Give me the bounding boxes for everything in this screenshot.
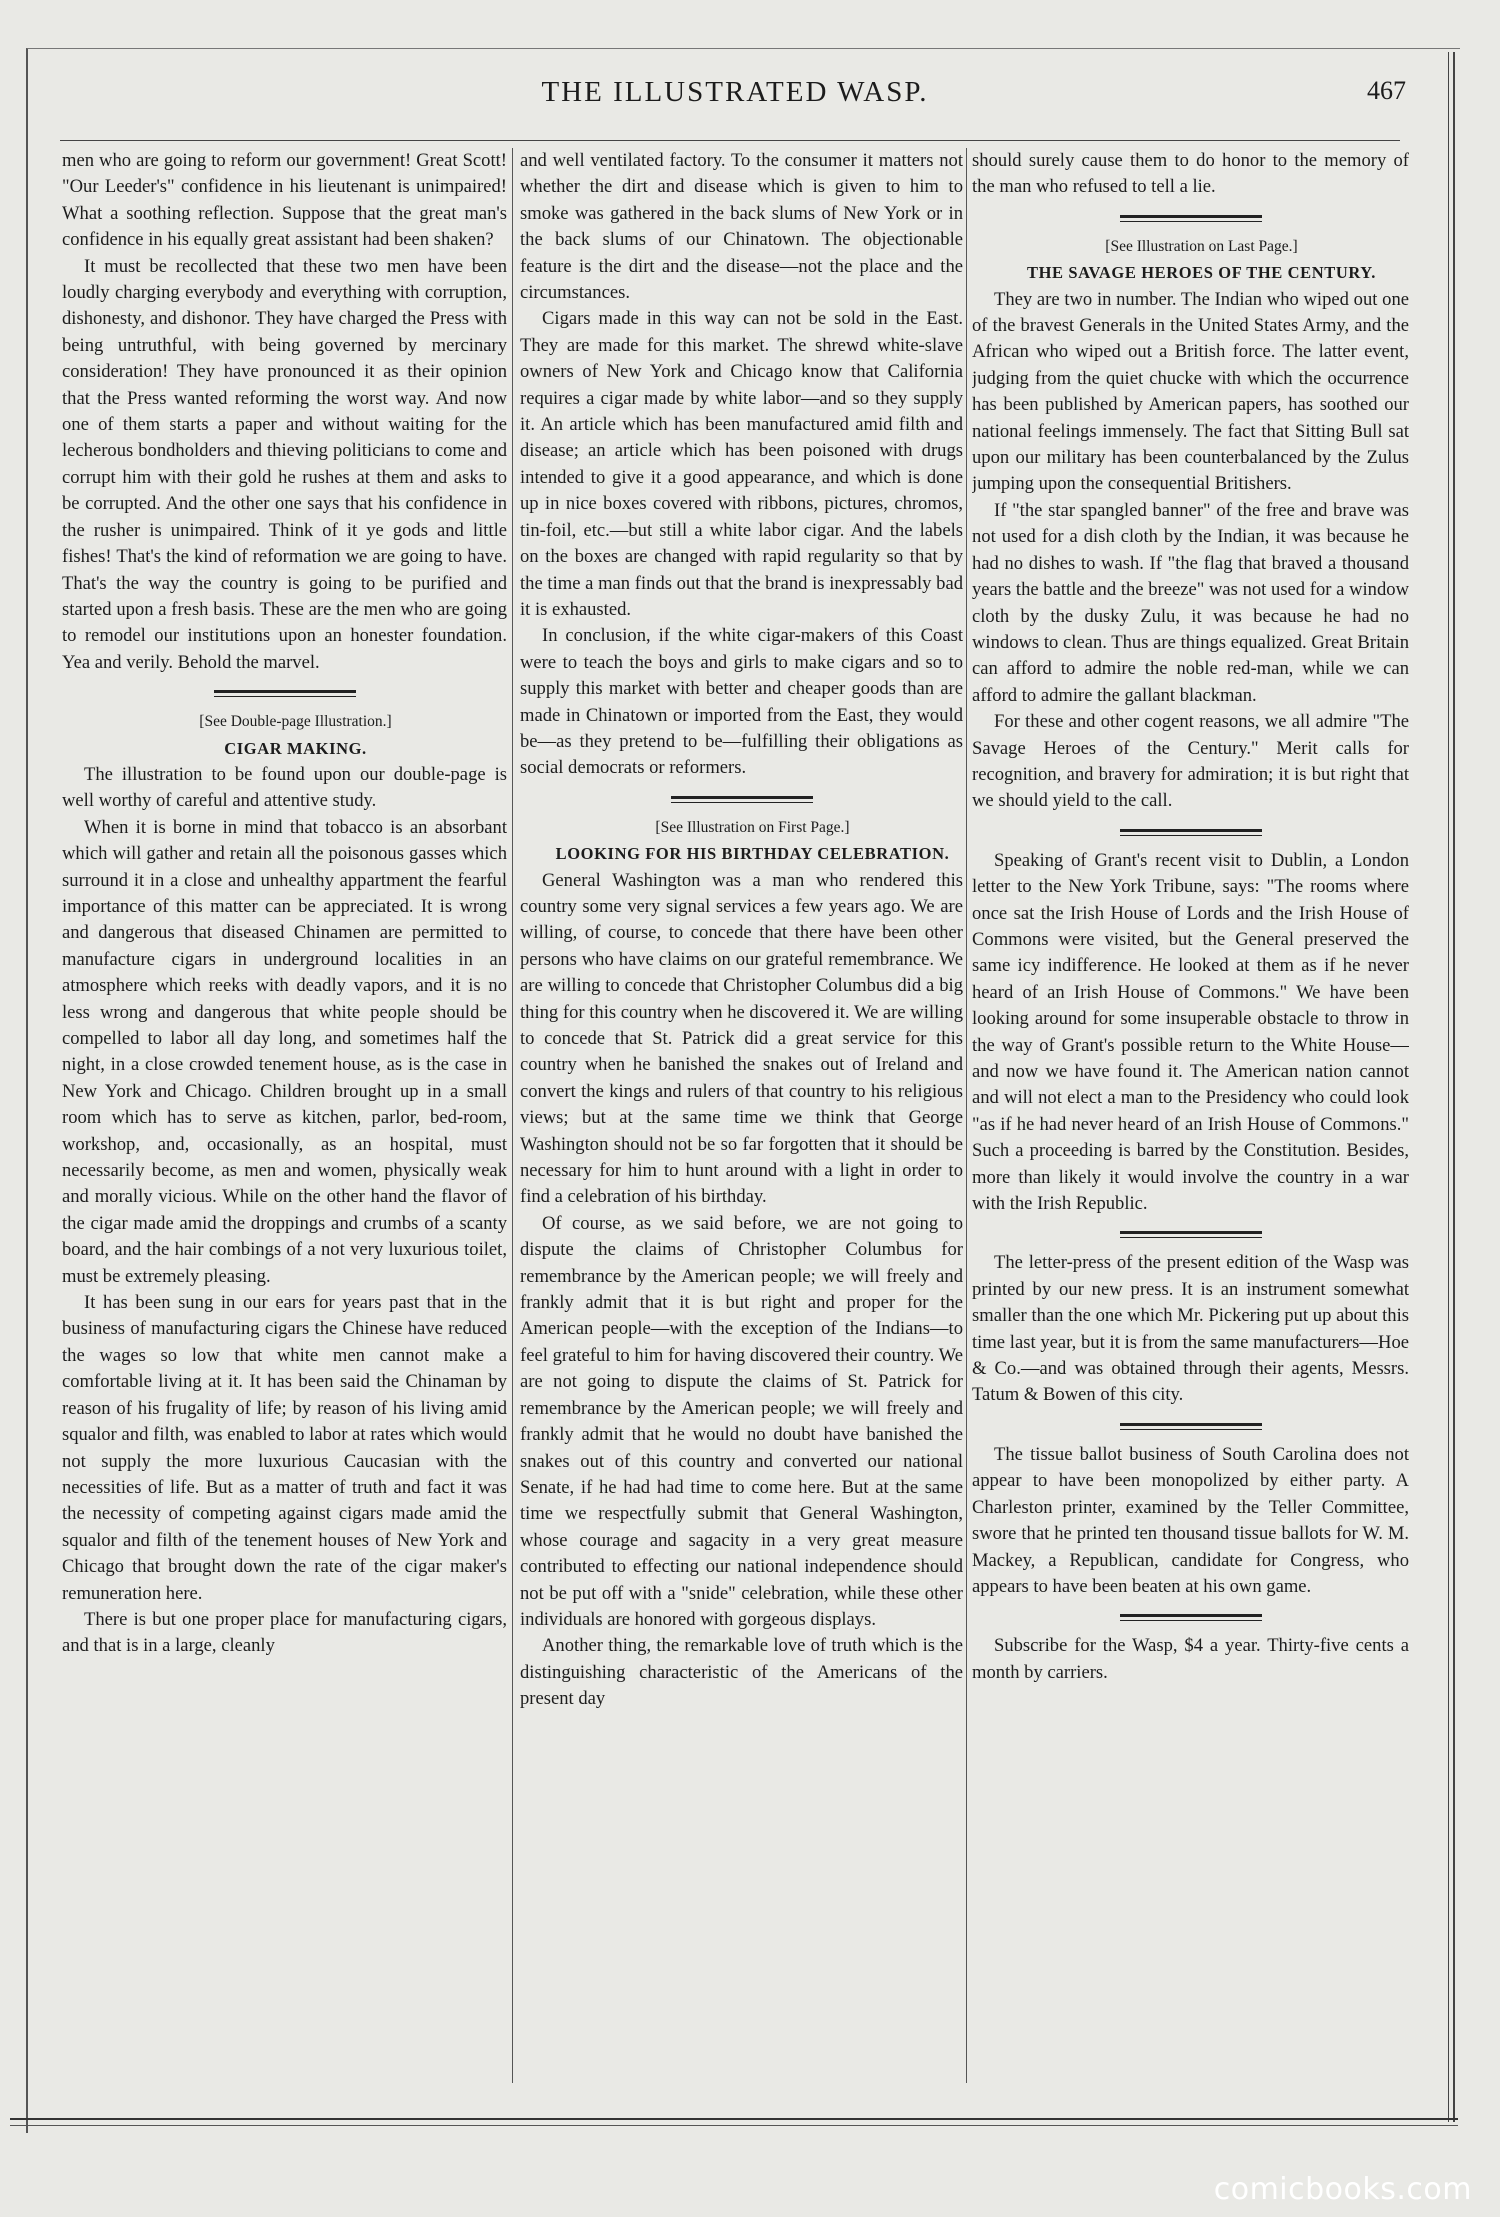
page-number: 467 [1367,76,1406,105]
article-headline: THE SAVAGE HEROES OF THE CENTURY. [1026,263,1377,283]
paragraph: should surely cause them to do honor to the memory of the man who refused to tell a lie. [972,150,1409,198]
column-divider [512,148,513,2083]
section-separator [1120,215,1262,222]
paragraph: men who are going to reform our government! Great Scott! "Our Leeder's" confidence in his lieutenant is unimpaired! What a soothing reflection. Suppose that the great man's confidence in his equally great assistant had been shaken? [62,150,507,251]
column-1 [62,148,507,2083]
illustration-note: [See Double-page Illustration.] [199,713,392,731]
paragraph: It has been sung in our ears for years past that in the business of manufacturing cigars the Chinese have reduced the wages so low that white men cannot make a comfortable living at it. It has been said the Chinaman by reason of his frugality of life; by reason of his living amid squalor and filth, was enabled to labor at rates which would not supply the more luxurious Caucasian with the necessities of life. But as a matter of truth and fact it was the necessity of competing against cigars made amid the squalor and filth of the tenement houses of New York and Chicago that brought down the rate of the cigar maker's remuneration here. [62,1292,507,1604]
paragraph: Another thing, the remarkable love of truth which is the distinguishing characteristic of the Americans of the present day [520,1635,963,1710]
paragraph: The tissue ballot business of South Carolina does not appear to have been monopolized by either party. A Charleston printer, examined by the Teller Committee, swore that he printed ten thousand tissue ballots for W. M. Mackey, a Republican, candidate for Congress, who appears to have been beaten at his own game. [972,1443,1409,1597]
paragraph: Subscribe for the Wasp, $4 a year. Thirty-five cents a month by carriers. [972,1635,1409,1683]
masthead [40,76,1430,120]
column-divider [966,148,967,2083]
illustration-note: [See Illustration on Last Page.] [1105,237,1298,255]
paragraph: It must be recollected that these two men have been loudly charging everybody and everything with corruption, dishonesty, and dishonor. They have charged the Press with being untruthful, with being governed by mercinary consideration! They have pronounced it as their opinion that the Press wanted reforming the worst way. And now one of them starts a paper and without waiting for the lecherous bondholders and thieving politicians to come and corrupt him with their gold he rushes at them and asks to be corrupted. And the other one says that his confidence in the rusher is unimpaired. Think of it ye gods and little fishes! That's the kind of reformation we are going to have. That's the way the country is going to be purified and started upon a fresh basis. These are the men who are going to remodel our institutions upon an honester foundation. Yea and verily. Behold the marvel. [62,255,507,673]
watermark: comicbooks.com [1213,2172,1472,2207]
paragraph: Speaking of Grant's recent visit to Dublin, a London letter to the New York Tribune, says: "The rooms where once sat the Irish House of Lords and the Irish House of Commons were visited, but the General preserved the same icy indifference. He looked at them as if he never heard of an Irish House of Commons." We have been looking around for some insuperable obstacle to throw in the way of Grant's possible return to the White House—and now we have found it. The American nation cannot and will not elect a man to the Presidency who could look "as if he had never heard of an Irish House of Commons." Such a proceeding is barred by the Constitution. Besides, more than likely it would involve the country in a war with the Irish Republic. [972,849,1409,1215]
article-headline: CIGAR MAKING. [224,738,367,758]
paragraph: They are two in number. The Indian who wiped out one of the bravest Generals in the United States Army, and the African who wiped out a British force. The latter event, judging from the quiet chucke with which the occurrence has been published by American papers, has soothed our national feelings immensely. The fact that Sitting Bull sat upon our military has been counterbalanced by the Zulus jumping upon the consequential Britishers. [972,288,1409,495]
paragraph: and well ventilated factory. To the consumer it matters not whether the dirt and disease which is given to him to smoke was gathered in the back slums of New York or in the back slums of our Chinatown. The objectionable feature is the dirt and the disease—not the place and the circumstances. [520,150,963,304]
article-headline: LOOKING FOR HIS BIRTHDAY CELEBRATION. [555,844,950,864]
page-border-right [1448,52,1455,2122]
masthead-title: THE ILLUSTRATED WASP. [541,76,929,108]
paragraph: The letter-press of the present edition of the Wasp was printed by our new press. It is an instrument somewhat smaller than the one which Mr. Pickering put up about this time last year, but it is from the same manufacturers—Hoe & Co.—and was obtained through their agents, Messrs. Tatum & Bowen of this city. [972,1252,1409,1406]
section-separator [214,690,356,697]
illustration-note: [See Illustration on First Page.] [655,818,850,836]
section-separator [1120,1423,1262,1430]
section-separator [1120,1614,1262,1621]
paragraph: The illustration to be found upon our double-page is well worthy of careful and attentive study. [62,763,507,812]
column-3 [972,148,1409,2083]
paragraph: There is but one proper place for manufacturing cigars, and that is in a large, cleanly [62,1608,507,1657]
page-border-bottom [10,2118,1458,2126]
section-separator [671,796,813,803]
paragraph: In conclusion, if the white cigar-makers of this Coast were to teach the boys and girls to make cigars and so to supply this market with better and cheaper goods than are made in Chinatown or imported from the East, they would be—as they pretend to be—fulfilling their obligations as social democrats or reformers. [520,625,963,779]
section-separator [1120,1231,1262,1238]
column-2 [520,148,963,2083]
paragraph: When it is borne in mind that tobacco is an absorbant which will gather and retain all the poisonous gasses which surround it in a close and unhealthy appartment the fearful importance of this matter can be appreciated. It is wrong and dangerous that diseased Chinamen are permitted to manufacture cigars in underground localities in an atmosphere which reeks with deadly vapors, and it is no less wrong and dangerous that white people should be compelled to labor all day long, and sometimes half the night, in a close crowded tenement house, as is the case in New York and Chicago. Children brought up in a small room which has to serve as kitchen, parlor, bed-room, workshop, and, occasionally, as an hospital, must necessarily become, as men and women, physically weak and morally vicious. While on the other hand the flavor of the cigar made amid the droppings and crumbs of a scanty board, and the hair combings of a not very luxurious toilet, must be extremely pleasing. [62,816,507,1287]
paragraph: General Washington was a man who rendered this country some very signal services a few years ago. We are willing, of course, to concede that there have been other persons who have claims on our grateful remembrance. We are willing to concede that Christopher Columbus did a big thing for this country when he discovered it. We are willing to concede that St. Patrick did a great service for this country when he banished the snakes out of Ireland and convert the kings and rulers of that country to his religious views; but at the same time we think that George Washington should not be so far forgotten that it should be necessary for him to hunt around with a light in order to find a celebration of his birthday. [520,869,963,1208]
section-separator [1120,829,1262,836]
paragraph: If "the star spangled banner" of the free and brave was not used for a dish cloth by the Indian, it was because he had no dishes to wash. If "the flag that braved a thousand years the battle and the breeze" was not used for a window cloth by the dusky Zulu, it was because he had no windows to clean. Thus are things equalized. Great Britain can afford to admire the noble red-man, while we can afford to admire the gallant blackman. [972,499,1409,706]
masthead-rule [60,140,1400,141]
paragraph: Of course, as we said before, we are not going to dispute the claims of Christopher Columbus for remembrance by the American people; we will freely and frankly admit that it is but right and proper for the American people—with the exception of the Indians—to feel grateful to him for having discovered their country. We are not going to dispute the claims of St. Patrick for remembrance by the American people; we will freely and frankly admit that he would no doubt have banished the snakes out of this country and converted our national Senate, if he had had time to come here. But at the same time we respectfully submit that General Washington, whose courage and sagacity in a very great measure contributed to effecting our national independence should not be put off with a "snide" celebration, while these other individuals are honored with gorgeous displays. [520,1212,963,1630]
paragraph: For these and other cogent reasons, we all admire "The Savage Heroes of the Century." Merit calls for recognition, and bravery for admiration; it is but right that we should yield to the call. [972,711,1409,812]
paragraph: Cigars made in this way can not be sold in the East. They are made for this market. The shrewd white-slave owners of New York and Chicago know that California requires a cigar made by white labor—and so they supply it. An article which has been manufactured amid filth and disease; an article which has been poisoned with drugs intended to give it a good appearance, and which is done up in nice boxes covered with ribbons, pictures, chromos, tin-foil, etc.—but still a white labor cigar. And the labels on the boxes are changed with rapid regularity so that by the time a man finds out that the brand is inexpressably bad it is exhausted. [520,308,963,620]
